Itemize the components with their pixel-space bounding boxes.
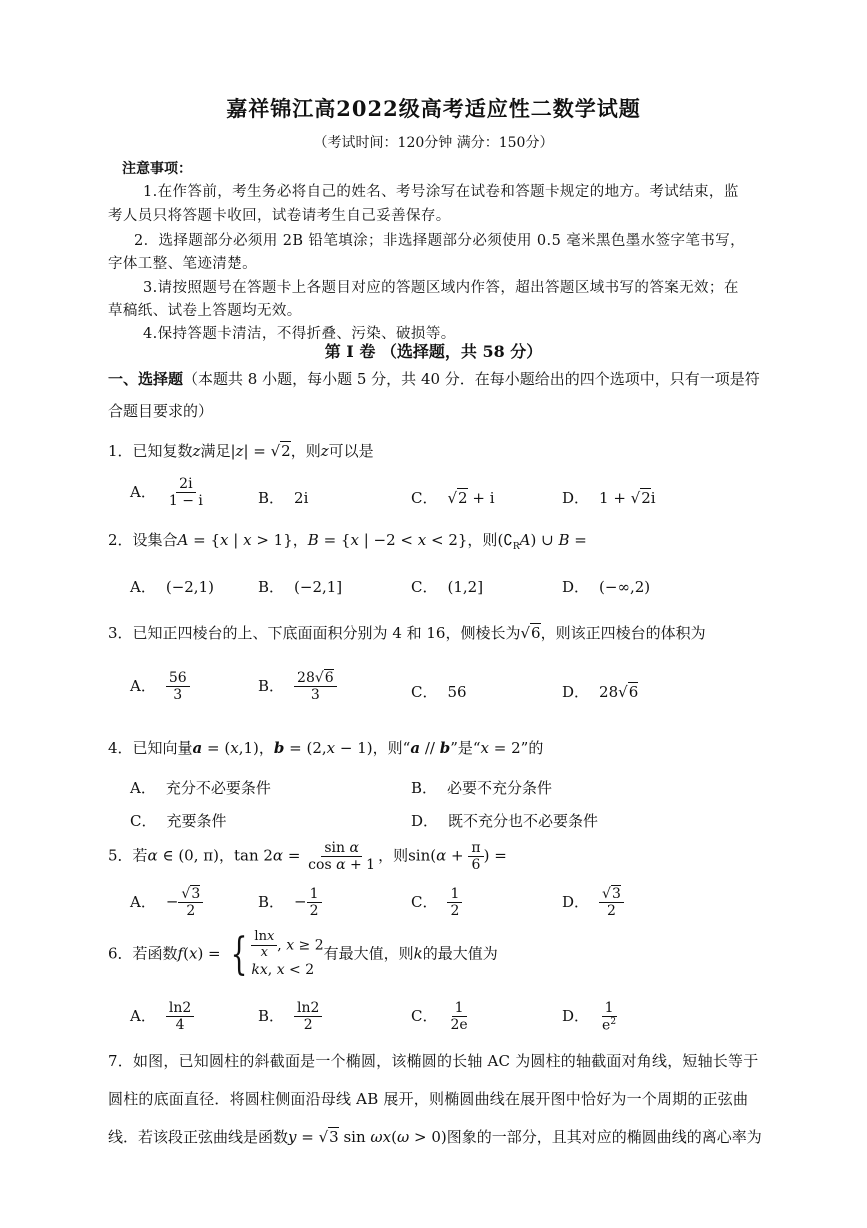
part-description	[108, 368, 760, 389]
notice-line: 草稿纸、试卷上答题均无效。	[108, 303, 302, 319]
q3-option-c[interactable]: C． 56	[411, 683, 467, 701]
question-2-stem: 2．设集合A = {x | x > 1}，B = {x | −2 < x < 2}，则$(∁_RA)$ ∪ B =	[108, 531, 587, 552]
notice-line: 考人员只将答题卡收回，试卷请考生自己妥善保存。	[108, 208, 451, 224]
q3-option-b[interactable]: B． $\frac{28√6}{3}$	[258, 670, 337, 703]
q1-option-c[interactable]: C． √2 + i	[411, 489, 495, 507]
question-5-stem: 5．若α ∈ (0, π)，tan 2α = $\frac{\text{sin α}}{\text{cos α + 1}}$ ，则sin(α + $\frac{\pi}{6}$ ) =	[108, 840, 507, 874]
section-title: 第 I 卷 （选择题，共 58 分）	[324, 342, 543, 361]
notice-line: 字体工整、笔迹清楚。	[108, 256, 257, 272]
notice-line: 4.保持答题卡清洁，不得折叠、污染、破损等。	[143, 326, 456, 342]
q4-option-d[interactable]: D． 既不充分也不必要条件	[411, 812, 599, 830]
q2-option-b[interactable]: B． (−2,1]	[258, 578, 343, 596]
question-7-line-1: 7．如图，已知圆柱的斜截面是一个椭圆，该椭圆的长轴 AC 为圆柱的轴截面对角线，短轴长等于	[108, 1052, 759, 1070]
notice-line: 3.请按照题号在答题卡上各题目对应的答题区域内作答，超出答题区域书写的答案无效；在	[143, 280, 739, 296]
notice-line: 2．选择题部分必须用 2B 铅笔填涂；非选择题部分必须使用 0.5 毫米黑色墨水签字笔书写，	[134, 233, 745, 249]
q6-option-a[interactable]: A． $\frac{\ln 2}{4}$	[130, 1000, 194, 1033]
notice-heading: 注意事项：	[122, 161, 192, 177]
part-description-cont: 合题目要求的）	[108, 402, 214, 420]
question-4-stem: 4．已知向量a = (x,1)，b = (2,x − 1)，则“a // b”是“x = 2”的	[108, 739, 544, 757]
q5-option-c[interactable]: C． $\frac{1}{2}$	[411, 886, 462, 919]
notice-line: 1.在作答前，考生务必将自己的姓名、考号涂写在试卷和答题卡规定的地方。考试结束，监	[143, 184, 739, 200]
question-7-line-3: 线．若该段正弦曲线是函数y = √3 sin ωx(ω > 0)图象的一部分，且其对应的椭圆曲线的离心率为	[108, 1128, 762, 1146]
q2-option-a[interactable]: A． (−2,1)	[130, 578, 214, 596]
q6-option-d[interactable]: D． $\frac{1}{e^2}$	[562, 1000, 617, 1034]
q6-option-c[interactable]: C． $\frac{1}{2e}$	[411, 1000, 468, 1034]
q3-option-a[interactable]: A． $\frac{56}{3}$	[130, 670, 190, 703]
part-label: 一、选择题	[108, 370, 184, 388]
q5-option-d[interactable]: D． $\frac{√3}{2}$	[562, 886, 624, 919]
question-6-stem: 6．若函数f(x) = { $\frac{\ln x}{x}$ , x ≥ 2 kx, x < 2 有最大值，则k的最大值为	[108, 928, 498, 980]
q4-option-c[interactable]: C． 充要条件	[130, 812, 227, 830]
question-1-stem: 1．已知复数z满足|z| = √2，则z可以是	[108, 442, 374, 460]
exam-subtitle: （考试时间：120分钟 满分：150分）	[313, 135, 554, 151]
page-title: 嘉祥锦江高2022级高考适应性二数学试题	[226, 96, 641, 121]
q5-option-a[interactable]: A． − $\frac{√3}{2}$	[130, 886, 203, 919]
q1-option-a[interactable]: A． $\frac{2i}{1 - i}$	[130, 476, 203, 510]
q2-option-c[interactable]: C． (1,2]	[411, 578, 484, 596]
q3-option-d[interactable]: D． 28√6	[562, 683, 639, 701]
question-3-stem: 3．已知正四棱台的上、下底面面积分别为 4 和 16，侧棱长为√6，则该正四棱台的体积为	[108, 624, 706, 642]
q5-option-b[interactable]: B． − $\frac{1}{2}$	[258, 886, 322, 919]
q4-option-b[interactable]: B． 必要不充分条件	[411, 779, 553, 797]
q4-option-a[interactable]: A． 充分不必要条件	[130, 779, 271, 797]
q6-option-b[interactable]: B． $\frac{\ln 2}{2}$	[258, 1000, 322, 1033]
q1-option-d[interactable]: D． 1 + √2i	[562, 489, 656, 507]
question-7-line-2: 圆柱的底面直径．将圆柱侧面沿母线 AB 展开，则椭圆曲线在展开图中恰好为一个周期的正弦曲	[108, 1090, 749, 1108]
q1-option-b[interactable]: B． 2i	[258, 489, 309, 507]
part-desc: （本题共 8 小题，每小题 5 分，共 40 分．在每小题给出的四个选项中，只有一项是符	[183, 370, 760, 388]
q2-option-d[interactable]: D． (−∞,2)	[562, 578, 651, 596]
